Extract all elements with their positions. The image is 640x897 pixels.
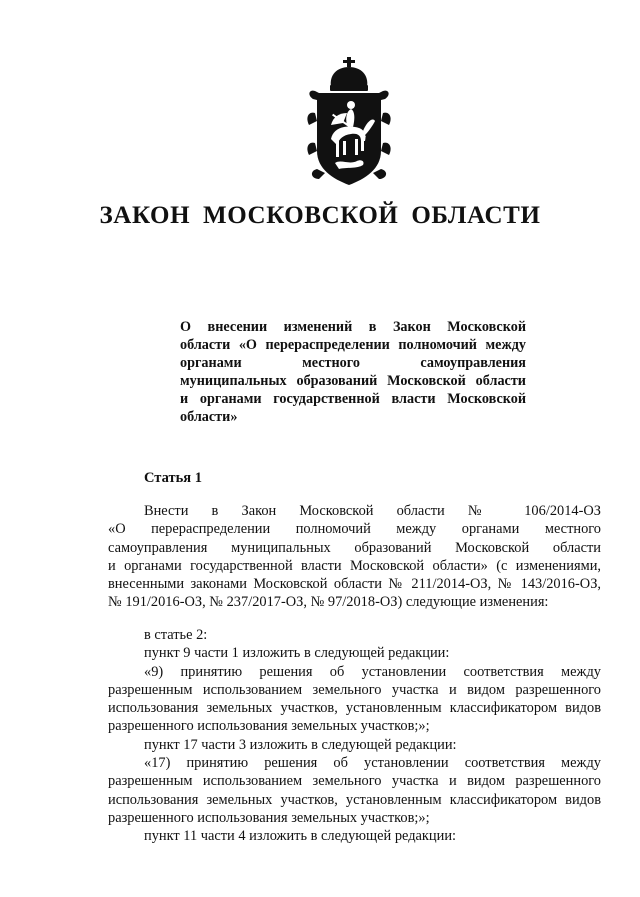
intro-line: № 191/2016-ОЗ, № 237/2017-ОЗ, № 97/2018-ОЗ) следующие изменения: [108,594,549,611]
amendment-line: пункт 11 части 4 изложить в следующей редакции: [144,828,457,845]
intro-line: самоуправления муниципальных образований Московской области [108,539,601,556]
intro-line: внесенными законами Московской области № 211/2014-ОЗ, № 143/2016-ОЗ, [108,576,601,593]
amendment-line: разрешенным использованием земельного участка и видом разрешенного [108,773,601,790]
law-title: ЗАКОН МОСКОВСКОЙ ОБЛАСТИ [99,202,541,229]
subject-line: О внесении изменений в Закон Московской [180,319,526,335]
law-subject [180,318,526,426]
amendment-line: «17) принятию решения об установлении соответствия между [144,755,601,772]
article-heading: Статья 1 [144,470,202,486]
amendment-line: пункт 9 части 1 изложить в следующей редакции: [144,645,450,662]
moscow-oblast-coat-of-arms-icon [303,55,395,187]
amendment-line: разрешенного использования земельных участков;»; [108,718,430,735]
intro-line: и органами государственной власти Московской области» (с изменениями, [108,557,601,574]
article-intro [108,502,601,612]
amendment-line: разрешенным использованием земельного участка и видом разрешенного [108,681,601,698]
amendment-line: «9) принятию решения об установлении соответствия между [144,663,601,680]
subject-line: органами местного самоуправления [180,355,526,371]
amendment-line: разрешенного использования земельных участков;»; [108,809,430,826]
amendment-line: использования земельных участков, установленным классификатором видов [108,700,601,717]
amendments [108,626,601,846]
subject-line: области» [180,409,238,425]
amendment-line: в статье 2: [144,627,208,643]
amendment-line: использования земельных участков, установленным классификатором видов [108,791,601,808]
subject-line: области «О перераспределении полномочий между [180,337,526,353]
intro-line: Внести в Закон Московской области № 106/2014-ОЗ [144,503,601,519]
subject-line: муниципальных образований Московской области [180,373,526,389]
amendment-line: пункт 17 части 3 изложить в следующей редакции: [144,736,457,753]
intro-line: «О перераспределении полномочий между органами местного [108,521,601,538]
subject-line: и органами государственной власти Московской [180,391,526,407]
